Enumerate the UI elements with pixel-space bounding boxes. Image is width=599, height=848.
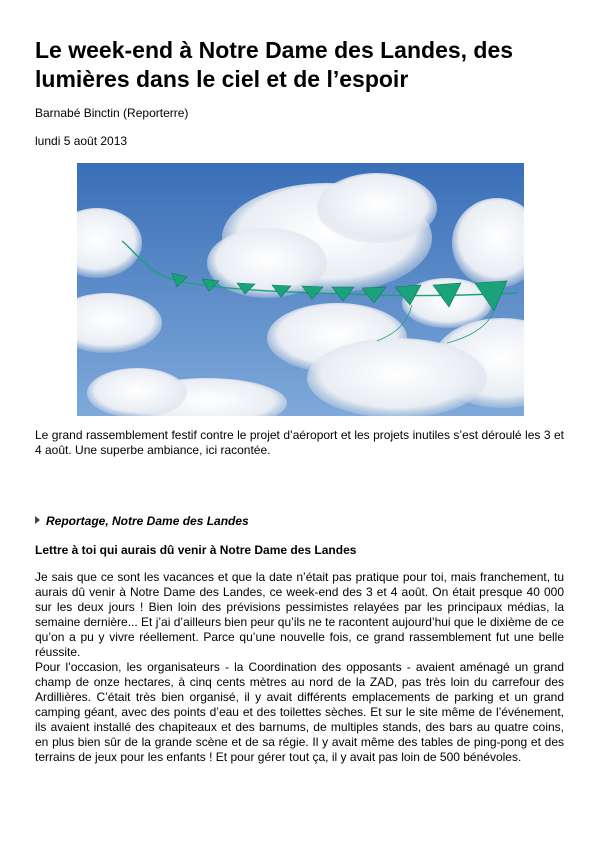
article-paragraph: Je sais que ce sont les vacances et que la date n’était pas pratique pour toi, mais franchement, tu aurais dû venir à Notre Dame des Landes, ce week-end des 3 et 4 août. On était presque 40 000 sur les deux jours ! Bien loin des prévisions pessimistes relayées par les principaux médias, la semaine dernière... Et j’ai d’ailleurs bien peur qu’ils ne te racontent aujourd’hui que le dixième de ce qu’on a pu y vivre réellement. Parce qu’une nouvelle fois, ce grand rassemblement fut une belle réussite.: [35, 570, 564, 659]
triangle-bullet-icon: [35, 516, 40, 524]
article-title: Le week-end à Notre Dame des Landes, des lumières dans le ciel et de l’espoir: [35, 37, 514, 92]
article-tags-label: Reportage, Notre Dame des Landes: [46, 514, 249, 528]
article-tags[interactable]: [35, 514, 249, 529]
article-lead: Le grand rassemblement festif contre le projet d’aéroport et les projets inutiles s’est déroulé les 3 et 4 août. Une superbe ambiance, ici racontée.: [35, 428, 564, 457]
article-photo-kites-sky: [77, 163, 524, 416]
article-paragraph: Pour l’occasion, les organisateurs - la Coordination des opposants - avaient aménagé un grand champ de onze hectares, à cinq cents mètres au nord de la ZAD, pas très loin du carrefour des Ardillières. C’était très bien organisé, il y avait différents emplacements de parking et un grand camping géant, avec des points d’eau et des toilettes sèches. Et sur le site même de l’événement, ils avaient installé des chapiteaux et des barnums, de multiples stands, des bars au quatre coins, en plus bien sûr de la grande scène et de sa régie. Il y avait même des tables de ping-pong et des terrains de jeux pour les enfants ! Et pour gérer tout ça, il y avait pas loin de 500 bénévoles.: [35, 660, 564, 764]
article-subtitle: Lettre à toi qui aurais dû venir à Notre Dame des Landes: [35, 543, 357, 557]
article-author: Barnabé Binctin (Reporterre): [35, 106, 189, 120]
article-date: lundi 5 août 2013: [35, 134, 128, 148]
